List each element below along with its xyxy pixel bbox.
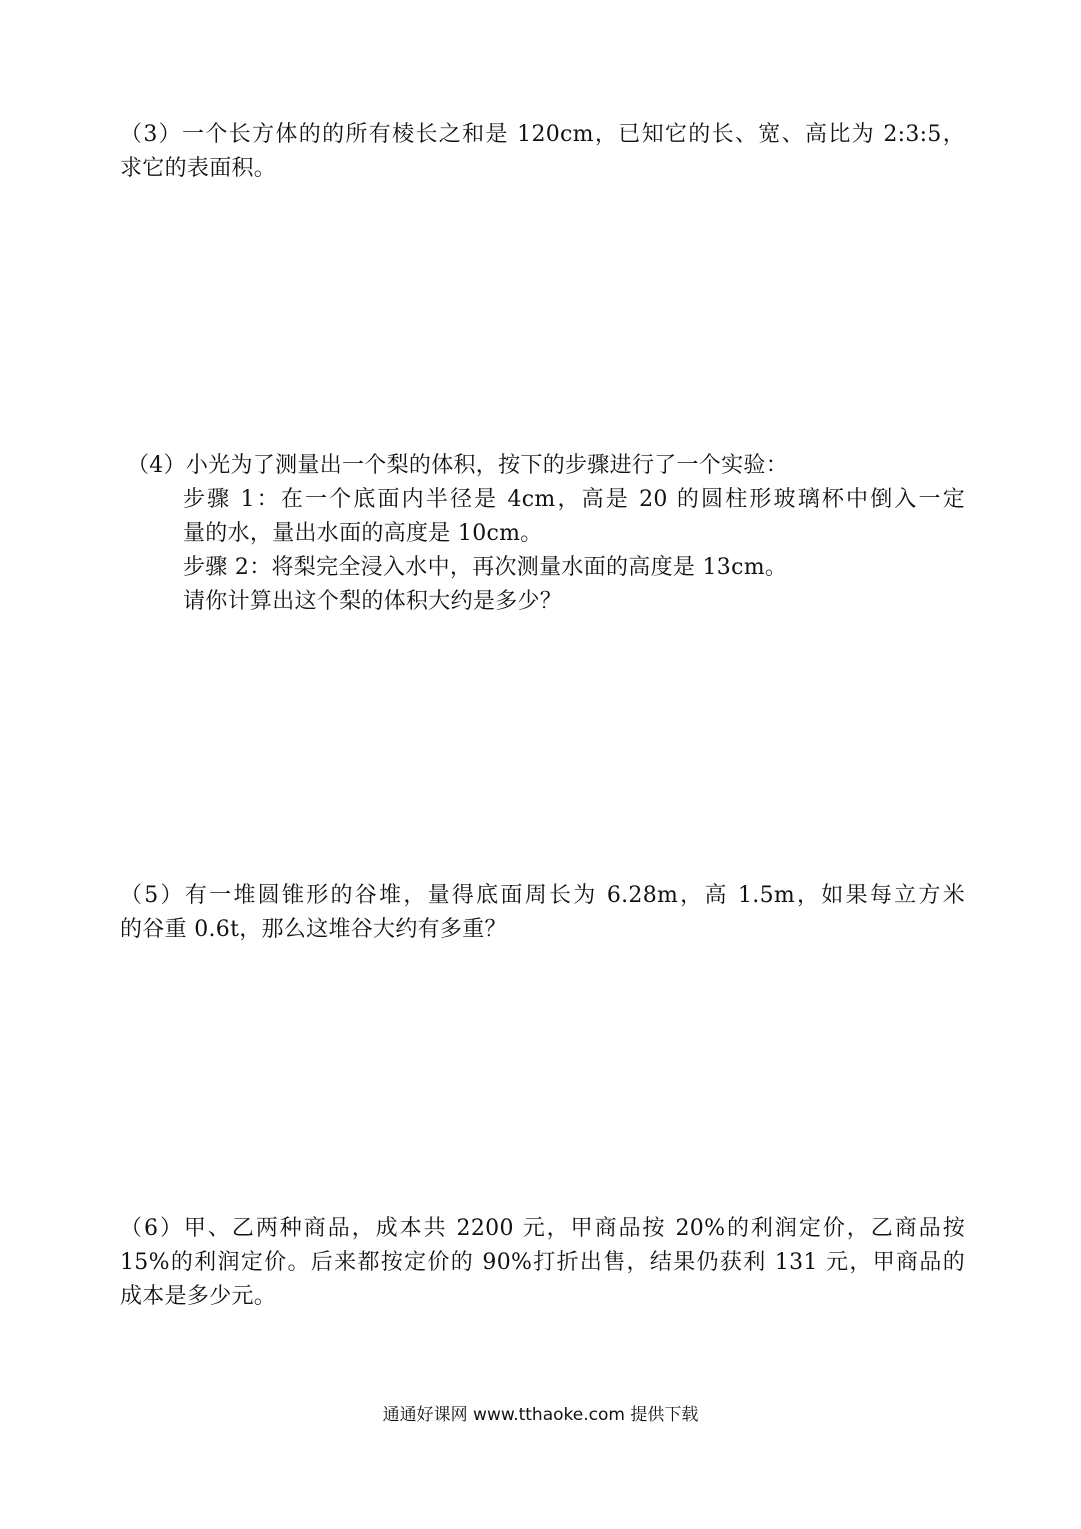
problem-5-line-1: （5）有一堆圆锥形的谷堆，量得底面周长为 6.28m，高 1.5m，如果每立方米 (120, 883, 965, 908)
problem-3 (120, 118, 965, 186)
problem-4-question: 请你计算出这个梨的体积大约是多少？ (183, 589, 563, 614)
problem-3-line-1: （3）一个长方体的的所有棱长之和是 120cm，已知它的长、宽、高比为 2:3:5， (120, 122, 965, 147)
page-footer: 通通好课网 www.tthaoke.com 提供下载 (382, 1405, 699, 1425)
problem-5-line-2: 的谷重 0.6t，那么这堆谷大约有多重？ (120, 917, 507, 942)
problem-4-step-1-line-2: 量的水，量出水面的高度是 10cm。 (183, 521, 543, 546)
problem-4-step-1-line-1: 步骤 1：在一个底面内半径是 4cm，高是 20 的圆柱形玻璃杯中倒入一定 (183, 487, 965, 512)
problem-6-line-2: 15%的利润定价。后来都按定价的 90%打折出售，结果仍获利 131 元，甲商品的 (120, 1250, 965, 1275)
problem-5 (120, 879, 965, 947)
problem-4-step-2: 步骤 2：将梨完全浸入水中，再次测量水面的高度是 13cm。 (183, 555, 788, 580)
problem-4 (127, 449, 965, 619)
problem-6-line-3: 成本是多少元。 (120, 1284, 277, 1309)
problem-3-line-2: 求它的表面积。 (120, 156, 277, 181)
problem-4-line-1: （4）小光为了测量出一个梨的体积，按下的步骤进行了一个实验： (127, 453, 788, 478)
problem-6-line-1: （6）甲、乙两种商品，成本共 2200 元，甲商品按 20%的利润定价，乙商品按 (120, 1216, 965, 1241)
problem-6 (120, 1212, 965, 1314)
